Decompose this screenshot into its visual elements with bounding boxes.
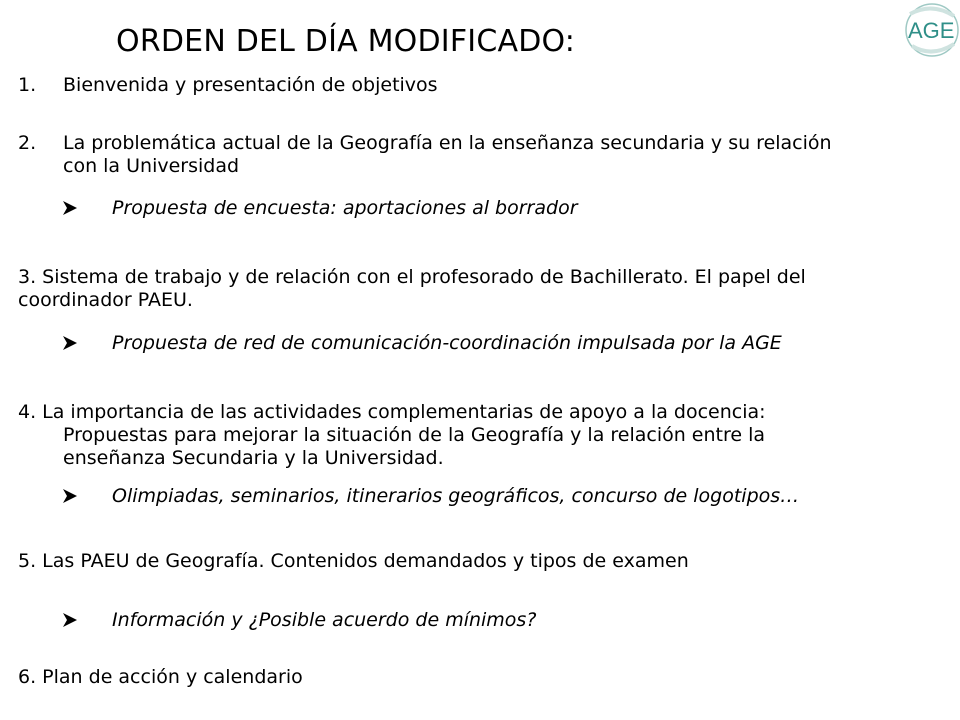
item-text-continued: coordinador PAEU. [18, 289, 193, 311]
item-number: 1. [18, 74, 37, 96]
arrow-bullet-icon [62, 335, 78, 351]
item-text-continued: Propuestas para mejorar la situación de la Geografía y la relación entre la [63, 424, 766, 446]
sub-item-text: Olimpiadas, seminarios, itinerarios geográficos, concurso de logotipos… [112, 485, 800, 507]
sub-item-text: Propuesta de encuesta: aportaciones al borrador [112, 197, 578, 219]
item-text-continued: con la Universidad [63, 155, 240, 177]
arrow-bullet-icon [62, 488, 78, 504]
sub-item-text: Información y ¿Posible acuerdo de mínimos? [112, 609, 537, 631]
age-logo [890, 0, 960, 58]
item-text-continued: enseñanza Secundaria y la Universidad. [63, 447, 444, 469]
item-text: 5. Las PAEU de Geografía. Contenidos demandados y tipos de examen [18, 550, 689, 572]
item-number: 2. [18, 132, 37, 154]
agenda-item-4 [18, 401, 943, 471]
item-text: 3. Sistema de trabajo y de relación con el profesorado de Bachillerato. El papel del [18, 266, 806, 288]
sub-item-text: Propuesta de red de comunicación-coordinación impulsada por la AGE [112, 332, 782, 354]
item-text: 4. La importancia de las actividades complementarias de apoyo a la docencia: [18, 401, 766, 423]
arrow-bullet-icon [62, 200, 78, 216]
slide-title: ORDEN DEL DÍA MODIFICADO: [116, 24, 576, 59]
item-text: 6. Plan de acción y calendario [18, 666, 303, 688]
item-text: La problemática actual de la Geografía en la enseñanza secundaria y su relación [63, 132, 832, 154]
logo-text: AGE [908, 18, 955, 43]
arrow-bullet-icon [62, 612, 78, 628]
item-text: Bienvenida y presentación de objetivos [63, 74, 438, 96]
